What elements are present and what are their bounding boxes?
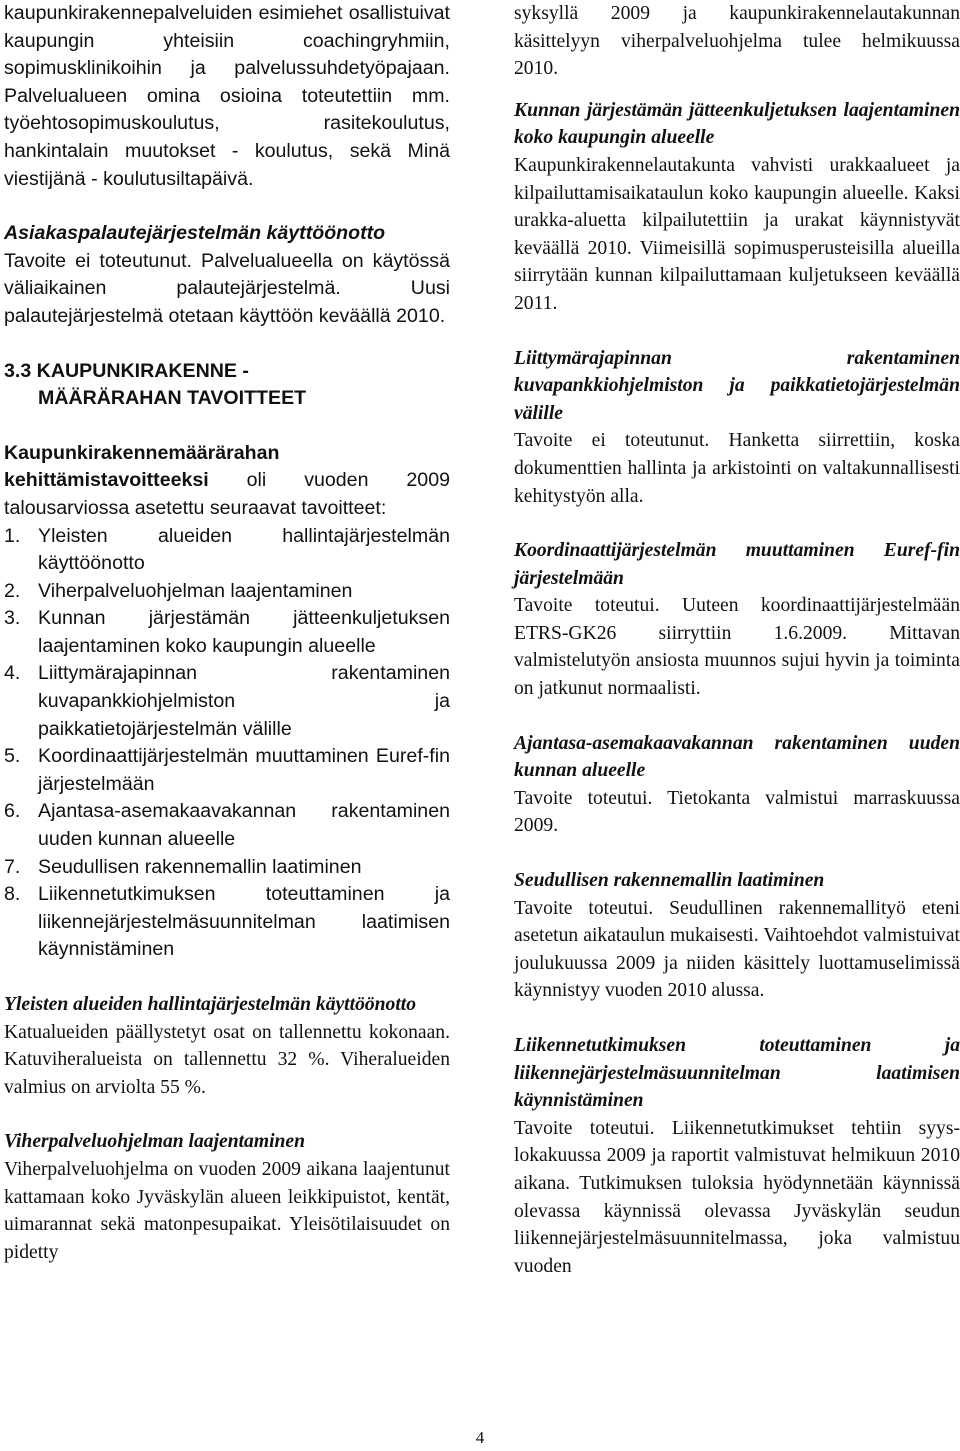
list-item: [4, 854, 450, 882]
goal-text: Kunnan järjestämän jätteenkuljetuksen laajentaminen koko kaupungin alueelle: [38, 607, 450, 657]
zoning-database-body: Tavoite toteutui. Tietokanta valmistui marraskuussa 2009.: [514, 787, 960, 837]
regional-model-body: Tavoite toteutui. Seudullinen rakennemallityö eteni asetetun aikataulun mukaisesti. Vaihtoehdot valmistuivat joulukuussa 2009 ja niiden käsittely luottamuselimissä käynnistyy vuoden 2010 alussa.: [514, 897, 960, 1002]
image-bank-interface-heading: Liittymärajapinnan rakentaminen kuvapankkiohjelmiston ja paikkatietojärjestelmän välille: [514, 347, 960, 424]
section-title-line2: MÄÄRÄRAHAN TAVOITTEET: [38, 387, 307, 410]
goal-number: 2.: [4, 579, 21, 602]
image-bank-interface-body: Tavoite ei toteutunut. Hanketta siirrettiin, koska dokumenttien hallinta ja arkistointi on valtakunnallisesti kehitystyön alla.: [514, 430, 960, 507]
goal-text: Liikennetutkimuksen toteuttaminen ja liikennejärjestelmäsuunnitelman laatimisen käynnistäminen: [38, 883, 450, 961]
list-item: [4, 523, 450, 578]
goal-number: 6.: [4, 800, 21, 823]
section-title-line1: 3.3 KAUPUNKIRAKENNE -: [4, 359, 249, 382]
goal-text: Yleisten alueiden hallintajärjestelmän käyttöönotto: [38, 524, 450, 575]
goals-lead: [4, 440, 450, 523]
list-item: [4, 660, 450, 743]
goals-lead-rest: oli vuoden 2009 talousarviossa asetettu seuraavat tavoitteet:: [4, 469, 450, 519]
intro-paragraph: kaupunkirakennepalveluiden esimiehet osallistuivat kaupungin yhteisiin coachingryhmiin, sopimusklinikoihin ja palvelussuhdetyöpajaan. Palvelualueen omina osioina toteutettiin mm. työehtosopimuskoulutus, rasitekoulutus, hankintalain muutokset - koulutus, sekä Minä viestijänä - koulutusiltapäivä.: [4, 2, 450, 190]
goal-number: 5.: [4, 745, 21, 768]
traffic-study-heading: Liikennetutkimuksen toteuttaminen ja liikennejärjestelmäsuunnitelman laatimisen käynnistäminen: [514, 1035, 960, 1112]
feedback-system-body: Tavoite ei toteutunut. Palvelualueella on käytössä väliaikainen palautejärjestelmä. Uusi palautejärjestelmä otetaan käyttöön keväällä 2010.: [4, 249, 450, 327]
waste-transport-heading: Kunnan järjestämän jätteenkuljetuksen laajentaminen koko kaupungin alueelle: [514, 99, 960, 149]
zoning-database-heading: Ajantasa-asemakaavakannan rakentaminen uuden kunnan alueelle: [514, 732, 960, 782]
goal-text: Liittymärajapinnan rakentaminen kuvapankkiohjelmiston ja paikkatietojärjestelmän välille: [38, 662, 450, 740]
left-column: [4, 0, 450, 1266]
traffic-study-body: Tavoite toteutui. Liikennetutkimukset tehtiin syys- lokakuussa 2009 ja raportit valmistuvat helmikuun 2010 aikana. Tutkimuksen tuloksia hyödynnetään käynnissä olevassa käynnissä olevassa Jyväskylän seudun liikennejärjestelmäsuunnitelmassa, joka valmistuu vuoden: [514, 1117, 960, 1277]
goal-number: 1.: [4, 524, 21, 547]
continuation-paragraph: syksyllä 2009 ja kaupunkirakennelautakunnan käsittelyyn viherpalveluohjelma tulee helmikuussa 2010.: [514, 3, 960, 80]
list-item: [4, 798, 450, 853]
area-management-body: Katualueiden päällystetyt osat on tallennettu kokonaan. Katuviheralueista on tallennettu 32 %. Viheralueiden valmius on arviolta 55 %.: [4, 1021, 450, 1098]
right-column: [514, 0, 960, 1280]
green-program-heading: Viherpalveluohjelman laajentaminen: [4, 1131, 306, 1153]
area-management-heading: Yleisten alueiden hallintajärjestelmän käyttöönotto: [4, 994, 417, 1015]
list-item: [4, 605, 450, 660]
list-item: [4, 881, 450, 964]
feedback-system-heading: Asiakaspalautejärjestelmän käyttöönotto: [4, 222, 386, 245]
goal-number: 8.: [4, 883, 21, 906]
goals-lead-bold: Kaupunkirakennemäärärahan kehittämistavoitteeksi: [4, 441, 280, 492]
page-number: 4: [475, 1428, 485, 1447]
coordinate-system-body: Tavoite toteutui. Uuteen koordinaattijärjestelmään ETRS-GK26 siirryttiin 1.6.2009. Mittavan valmistelutyön ansiosta muunnos sujui hyvin ja toiminta on jatkunut normaalisti.: [514, 595, 960, 700]
section-title: [4, 358, 450, 413]
goal-text: Viherpalveluohjelman laajentaminen: [38, 579, 353, 602]
waste-transport-body: Kaupunkirakennelautakunta vahvisti urakkaalueet ja kilpailuttamisaikataulun koko kaupungin alueelle. Kaksi urakka-aluetta kilpailutettiin ja urakat käynnistyvät keväällä 2010. Viimeisillä sopimusperusteisilla alueilla siirrytään kunnan kilpailuttamaan kuljetukseen keväällä 2011.: [514, 154, 960, 314]
coordinate-system-heading: Koordinaattijärjestelmän muuttaminen Euref-fin järjestelmään: [514, 540, 960, 589]
goal-number: 4.: [4, 662, 21, 685]
list-item: [4, 578, 450, 606]
list-item: [4, 743, 450, 798]
goals-list: [4, 523, 450, 965]
regional-model-heading: Seudullisen rakennemallin laatiminen: [514, 870, 825, 892]
goal-text: Ajantasa-asemakaavakannan rakentaminen uuden kunnan alueelle: [38, 800, 450, 851]
goal-text: Koordinaattijärjestelmän muuttaminen Euref-fin järjestelmään: [38, 745, 450, 795]
goal-number: 3.: [4, 607, 21, 630]
goal-text: Seudullisen rakennemallin laatiminen: [38, 855, 362, 878]
goal-number: 7.: [4, 855, 21, 878]
green-program-body: Viherpalveluohjelma on vuoden 2009 aikana laajentunut kattamaan koko Jyväskylän alueen leikkipuistot, kentät, uimarannat sekä matonpesupaikat. Yleisötilaisuudet on pidetty: [4, 1158, 450, 1263]
